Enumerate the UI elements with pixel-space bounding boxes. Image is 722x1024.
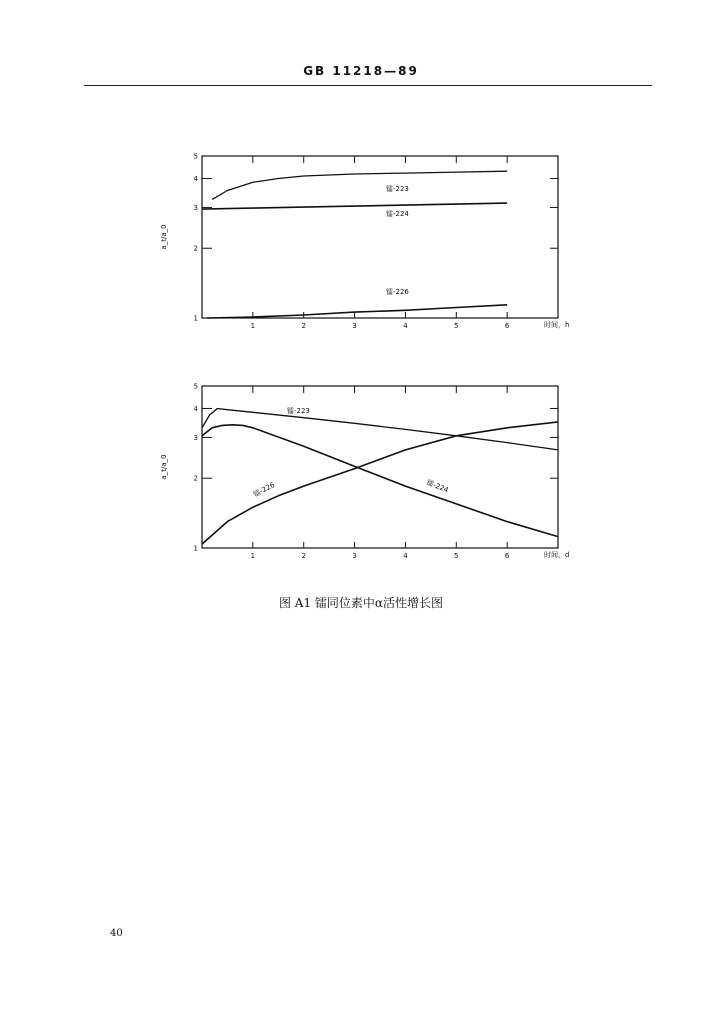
chart-0-y-tick-label: 2	[193, 244, 198, 253]
chart-1-series-label: 镭-226	[252, 480, 277, 499]
chart-1-x-tick-label: 6	[504, 552, 510, 560]
page-number: 40	[110, 928, 123, 939]
chart-0-series-line-1	[202, 203, 507, 209]
chart-1-y-tick-label: 2	[193, 474, 198, 483]
chart-0-x-tick-label: 5	[454, 322, 459, 330]
chart-1-y-tick-label: 5	[193, 382, 198, 391]
figure-caption: 图 A1 镭同位素中α活性增长图	[278, 596, 444, 610]
chart-0-series-label: 镭-223	[386, 185, 409, 193]
chart-1-y-tick-label: 3	[193, 433, 198, 442]
chart-1-x-axis-label: 时间，d	[544, 551, 570, 559]
chart-0-series-line-2	[207, 305, 507, 318]
chart-1-x-tick-label: 3	[352, 552, 357, 560]
chart-1-x-tick-label: 4	[403, 552, 408, 560]
chart-1-x-tick-label: 1	[250, 552, 256, 560]
chart-1-x-tick-label: 2	[301, 552, 306, 560]
chart-0-frame	[202, 156, 558, 318]
chart-0-y-tick-label: 4	[193, 174, 198, 183]
chart-1-series-label: 镭-224	[425, 478, 450, 495]
chart-0-x-tick-label: 1	[250, 322, 256, 330]
chart-1-x-tick-label: 5	[454, 552, 459, 560]
chart-0-x-tick-label: 3	[352, 322, 357, 330]
chart-0-y-axis-label: a_t/a_0	[160, 224, 168, 250]
chart-0-series-line-0	[212, 171, 507, 199]
chart-0-x-tick-label: 4	[403, 322, 408, 330]
chart-0-y-tick-label: 5	[193, 152, 198, 161]
chart-0-y-tick-label: 1	[193, 314, 198, 323]
chart-1-series-label: 镭-223	[287, 407, 310, 415]
chart-1-y-tick-label: 1	[193, 544, 198, 553]
chart-0-x-tick-label: 6	[504, 322, 510, 330]
page-header: GB 11218—89	[303, 64, 419, 78]
chart-0-x-axis-label: 时间，h	[544, 321, 570, 329]
chart-1-y-tick-label: 4	[193, 404, 198, 413]
chart-0-y-tick-label: 3	[193, 203, 198, 212]
chart-1-y-axis-label: a_t/a_0	[160, 454, 168, 480]
chart-0-series-label: 镭-226	[386, 288, 409, 296]
chart-0-x-tick-label: 2	[301, 322, 306, 330]
chart-0-series-label: 镭-224	[386, 210, 409, 218]
